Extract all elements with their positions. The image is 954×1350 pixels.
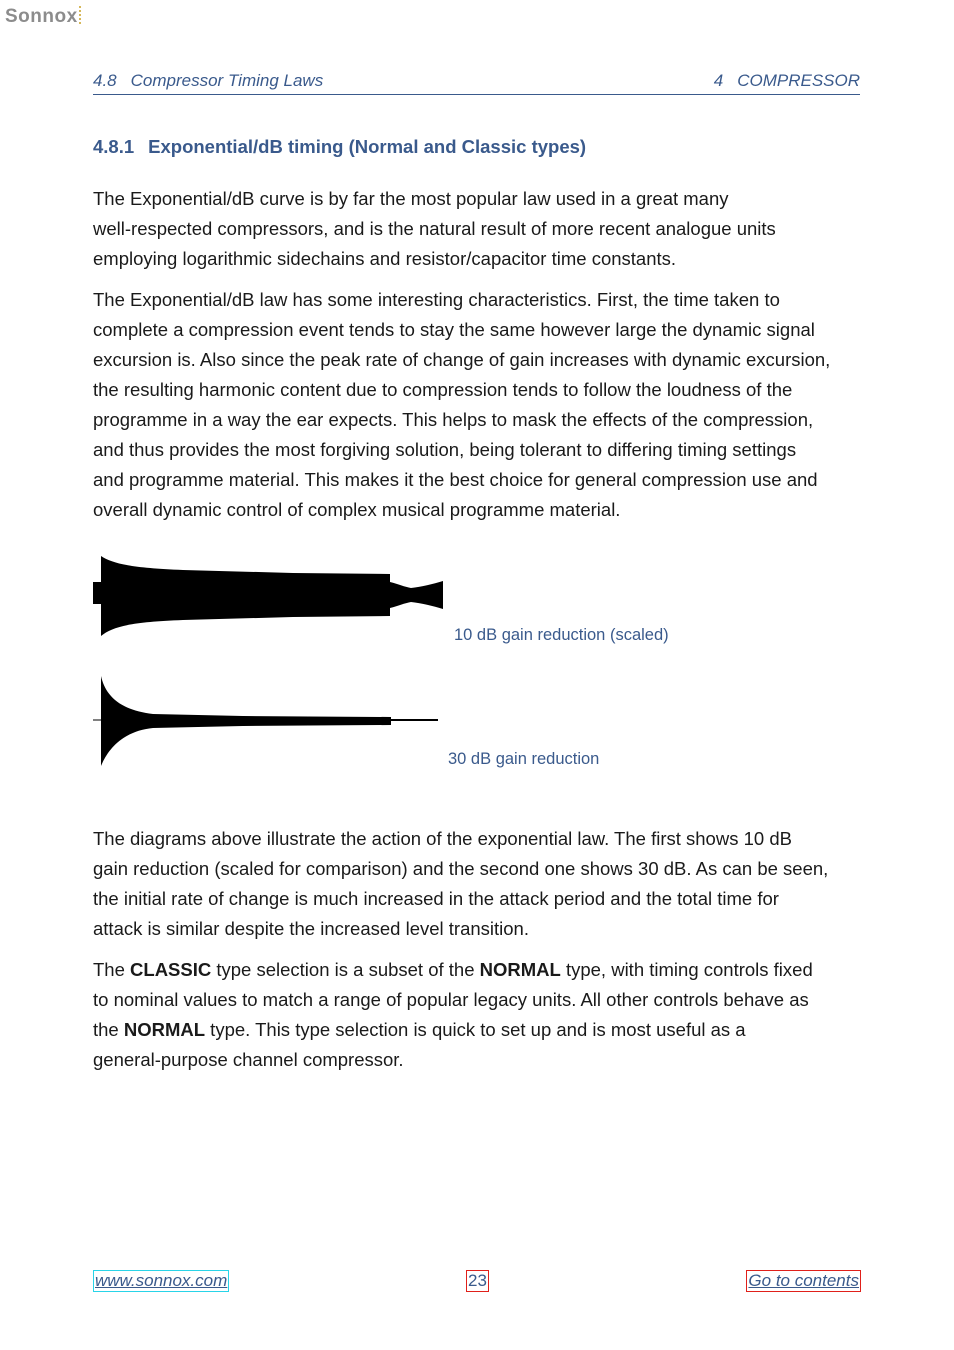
normal-keyword: NORMAL <box>123 1019 206 1040</box>
paragraph-1: The Exponential/dB curve is by far the most popular law used in a great many well-respected compressors, and is the natural result of more recent analogue units employing logarithmic sidechains and resistor/capacitor time constants. <box>93 188 776 269</box>
header-section-number: 4.8 <box>93 71 117 90</box>
section-heading <box>93 136 586 158</box>
sonnox-logo: Sonnox <box>5 6 81 28</box>
classic-keyword: CLASSIC <box>130 959 212 980</box>
waveform-10db-diagram <box>93 556 453 644</box>
normal-keyword: NORMAL <box>479 959 561 980</box>
caption-30db: 30 dB gain reduction <box>448 750 600 768</box>
paragraph-4: The CLASSIC type selection is a subset of the NORMAL type, with timing controls fixed to nominal values to match a range of popular legacy units. All other controls behave as the NORMAL type. This type selection is quick to set up and is most useful as a general-purpose channel compressor. <box>93 959 813 1070</box>
header-chapter-number: 4 <box>713 71 724 90</box>
header-chapter <box>714 71 860 91</box>
section-title: Exponential/dB timing (Normal and Classic types) <box>148 136 587 157</box>
page-number-link[interactable]: 23 <box>468 1271 487 1290</box>
waveform-30db-envelope <box>101 676 391 766</box>
running-header <box>93 70 860 95</box>
waveform-10db-envelope <box>93 556 443 636</box>
caption-10db: 10 dB gain reduction (scaled) <box>454 626 669 644</box>
waveform-30db-diagram <box>93 674 453 772</box>
logo-mark-icon <box>79 6 81 24</box>
paragraph-2: The Exponential/dB law has some interesting characteristics. First, the time taken to complete a compression event tends to stay the same however large the dynamic signal excursion is. Also since the peak rate of change of gain increases with dynamic excursion, the resulting harmonic content due to compression tends to follow the loudness of the programme in a way the ear expects. This helps to mask the effects of the compression, and thus provides the most forgiving solution, being tolerant to differing timing settings and programme material. This makes it the best choice for general compression use and overall dynamic control of complex musical programme material. <box>93 289 831 520</box>
header-section <box>93 71 323 91</box>
header-chapter-title: COMPRESSOR <box>737 71 860 90</box>
section-number: 4.8.1 <box>93 136 135 157</box>
website-link[interactable]: www.sonnox.com <box>95 1271 228 1290</box>
go-to-contents-link[interactable]: Go to contents <box>748 1271 859 1290</box>
waveform-30db-tail <box>391 719 438 721</box>
paragraph-3: The diagrams above illustrate the action of the exponential law. The first shows 10 dB gain reduction (scaled for comparison) and the second one shows 30 dB. As can be seen, the initial rate of change is much increased in the attack period and the total time for attack is similar despite the increased level transition. <box>93 828 829 939</box>
header-section-title: Compressor Timing Laws <box>130 71 324 90</box>
